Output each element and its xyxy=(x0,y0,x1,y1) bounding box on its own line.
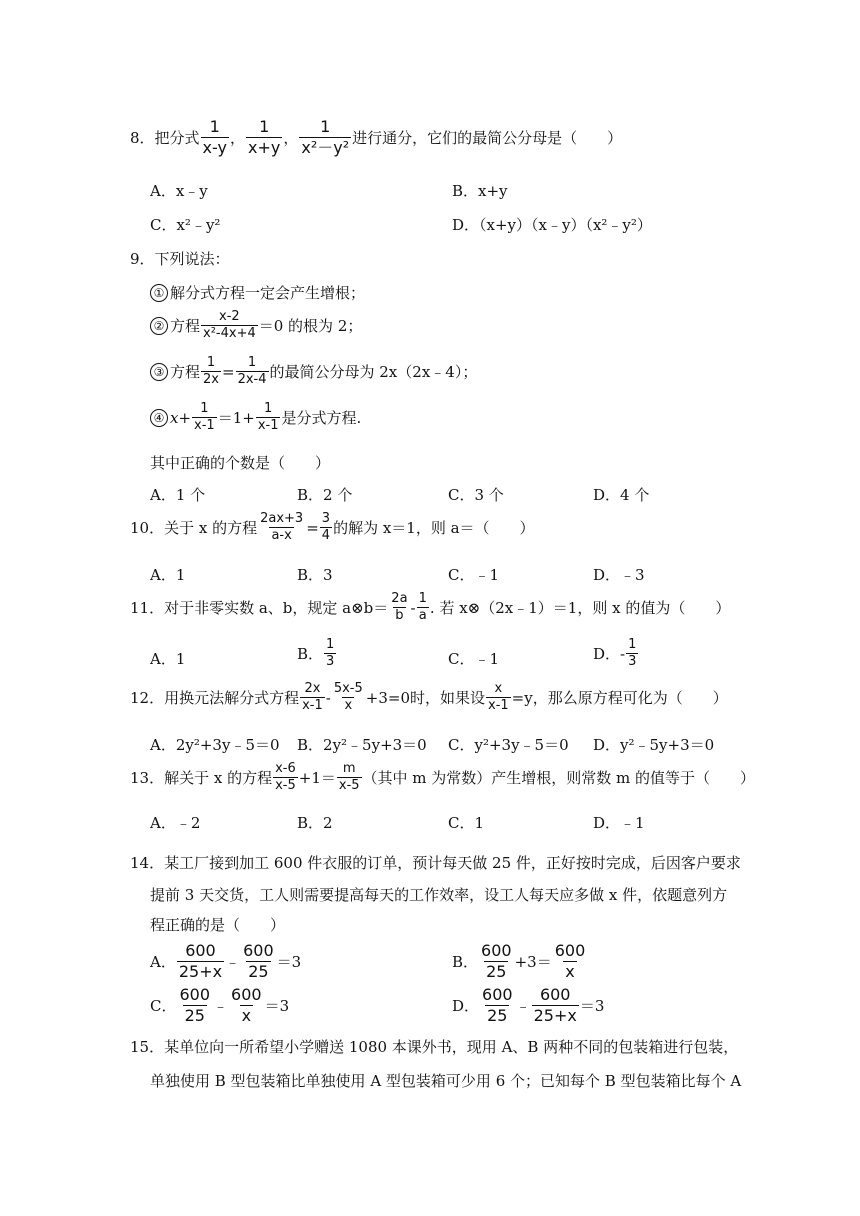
question-10: 10．关于 x 的方程 $\frac{2ax+3}{a-x}$ = $\frac{3}{4}$ 的解为 x＝1，则 a＝（ ） xyxy=(130,511,535,544)
option-c: C． 600 25 ﹣ 600 x ＝3 xyxy=(150,985,290,1025)
option-c: C．1 xyxy=(448,814,485,832)
option-a: A． 600 25+x ﹣ 600 25 ＝3 xyxy=(150,941,302,981)
fraction: 1 3 xyxy=(628,637,637,670)
option-d: D．4 个 xyxy=(593,486,650,504)
option-a: A．﹣2 xyxy=(150,814,201,832)
option-d: D． 600 25 ﹣ 600 25+x ＝3 xyxy=(452,985,605,1025)
question-14-line-1: 14．某工厂接到加工 600 件衣服的订单，预计每天做 25 件，正好按时完成，后因客户要求 xyxy=(130,854,741,872)
fraction: 2a b xyxy=(391,591,408,624)
option-d: D． - 1 3 xyxy=(593,637,637,670)
question-9-ask: 其中正确的个数是（ ） xyxy=(150,454,331,472)
question-13: 13．解关于 x 的方程 x-6 x-5 +1＝ m x-5 （其中 m 为常数）产生增根，则常数 m 的值等于（ ） xyxy=(130,761,756,794)
fraction: 1 x+y xyxy=(248,117,281,157)
question-11: 11．对于非零实数 a、b，规定 a⊗b＝ 2a b - 1 a . 若 x⊗（2x﹣1）＝1，则 x 的值为（ ） xyxy=(130,591,731,624)
option-d: D．﹣3 xyxy=(593,566,645,584)
fraction: $\frac{1}{x-1}$ xyxy=(194,401,215,434)
option-a: A．1 xyxy=(150,650,186,668)
option-c: C．﹣1 xyxy=(448,650,500,668)
option-b: B． 600 25 +3＝ 600 x xyxy=(452,941,586,981)
fraction: $\frac{1}{2x}$ xyxy=(203,355,219,388)
fraction: 1 x-y xyxy=(202,117,227,157)
option-b: B． 1 3 xyxy=(297,637,335,670)
question-8: 8．把分式 1 x-y ， 1 x+y ， 1 x²－y² 进行通分，它们的最简公分母是（ ） xyxy=(130,117,623,157)
option-b: B．x+y xyxy=(452,182,508,200)
fraction: 600 25 xyxy=(481,941,512,981)
fraction: 5x-5 x xyxy=(333,681,363,714)
option-a: A．x﹣y xyxy=(150,182,208,200)
fraction: 2x x-1 xyxy=(302,681,323,714)
question-9: 9．下列说法： xyxy=(130,250,230,268)
fraction: 600 x xyxy=(554,941,586,981)
option-a: A．1 个 xyxy=(150,486,206,504)
option-b: B．2 xyxy=(297,814,333,832)
fraction: x-6 x-5 xyxy=(275,761,296,794)
fraction: 600 25+x xyxy=(178,941,223,981)
fraction: $\frac{2ax+3}{a-x}$ xyxy=(260,511,304,544)
question-14-line-2: 提前 3 天交货，工人则需要提高每天的工作效率，设工人每天应多做 x 件，依题意列方 xyxy=(150,886,728,904)
fraction: 600 x xyxy=(231,985,262,1025)
question-15-line-2: 单独使用 B 型包装箱比单独使用 A 型包装箱可少用 6 个；已知每个 B 型包装箱比每个 A xyxy=(150,1072,742,1090)
fraction: 600 25 xyxy=(179,985,211,1025)
option-c: C．3 个 xyxy=(448,486,504,504)
option-b: B．3 xyxy=(297,566,333,584)
question-15-line-1: 15．某单位向一所希望小学赠送 1080 本课外书，现用 A、B 两种不同的包装箱进行包装， xyxy=(130,1038,739,1056)
statement-3: ③ 方程 $\frac{1}{2x}$ = $\frac{1}{2x-4}$ 的最简公分母为 2x（2x﹣4）； xyxy=(150,356,477,388)
statement-4: ④ x+ $\frac{1}{x-1}$ ＝1+ $\frac{1}{x-1}$ 是分式方程. xyxy=(150,402,361,434)
option-b: B．2 个 xyxy=(297,486,353,504)
fraction: $\frac{x}{x-1}$ xyxy=(488,681,509,714)
fraction: $\frac{3}{4}$ xyxy=(321,511,331,544)
option-b: B．2y²﹣5y+3＝0 xyxy=(297,736,427,754)
fraction: 600 25 xyxy=(482,985,513,1025)
option-d: D．y²﹣5y+3＝0 xyxy=(593,736,715,754)
fraction: 1 a xyxy=(418,591,427,624)
fraction: 600 25+x xyxy=(533,985,577,1025)
fraction: 1 3 xyxy=(326,637,335,670)
option-c: C．x²﹣y² xyxy=(150,216,221,234)
statement-1: ① 解分式方程一定会产生增根； xyxy=(150,282,365,303)
option-a: A．2y²+3y﹣5＝0 xyxy=(150,736,280,754)
fraction: x-2 x²-4x+4 xyxy=(203,309,256,342)
option-c: C．y²+3y﹣5＝0 xyxy=(448,736,569,754)
fraction: 1 x²－y² xyxy=(301,117,350,157)
fraction: m x-5 xyxy=(338,761,360,794)
fraction: $\frac{1}{2x-4}$ xyxy=(237,355,267,388)
option-d: D．（x+y）（x﹣y）（x²﹣y²） xyxy=(452,216,652,234)
fraction: 600 25 xyxy=(243,941,274,981)
option-d: D．﹣1 xyxy=(593,814,645,832)
statement-2: ② 方程 x-2 x²-4x+4 ＝0 的根为 2； xyxy=(150,310,362,342)
question-12: 12．用换元法解分式方程 2x x-1 - 5x-5 x +3=0时，如果设 $\frac{x}{x-1}$ =y，那么原方程可化为（ ） xyxy=(130,681,728,714)
fraction: $\frac{1}{x-1}$ xyxy=(257,401,279,434)
option-c: C．﹣1 xyxy=(448,566,500,584)
option-a: A．1 xyxy=(150,566,186,584)
question-14-line-3: 程正确的是（ ） xyxy=(150,916,286,934)
